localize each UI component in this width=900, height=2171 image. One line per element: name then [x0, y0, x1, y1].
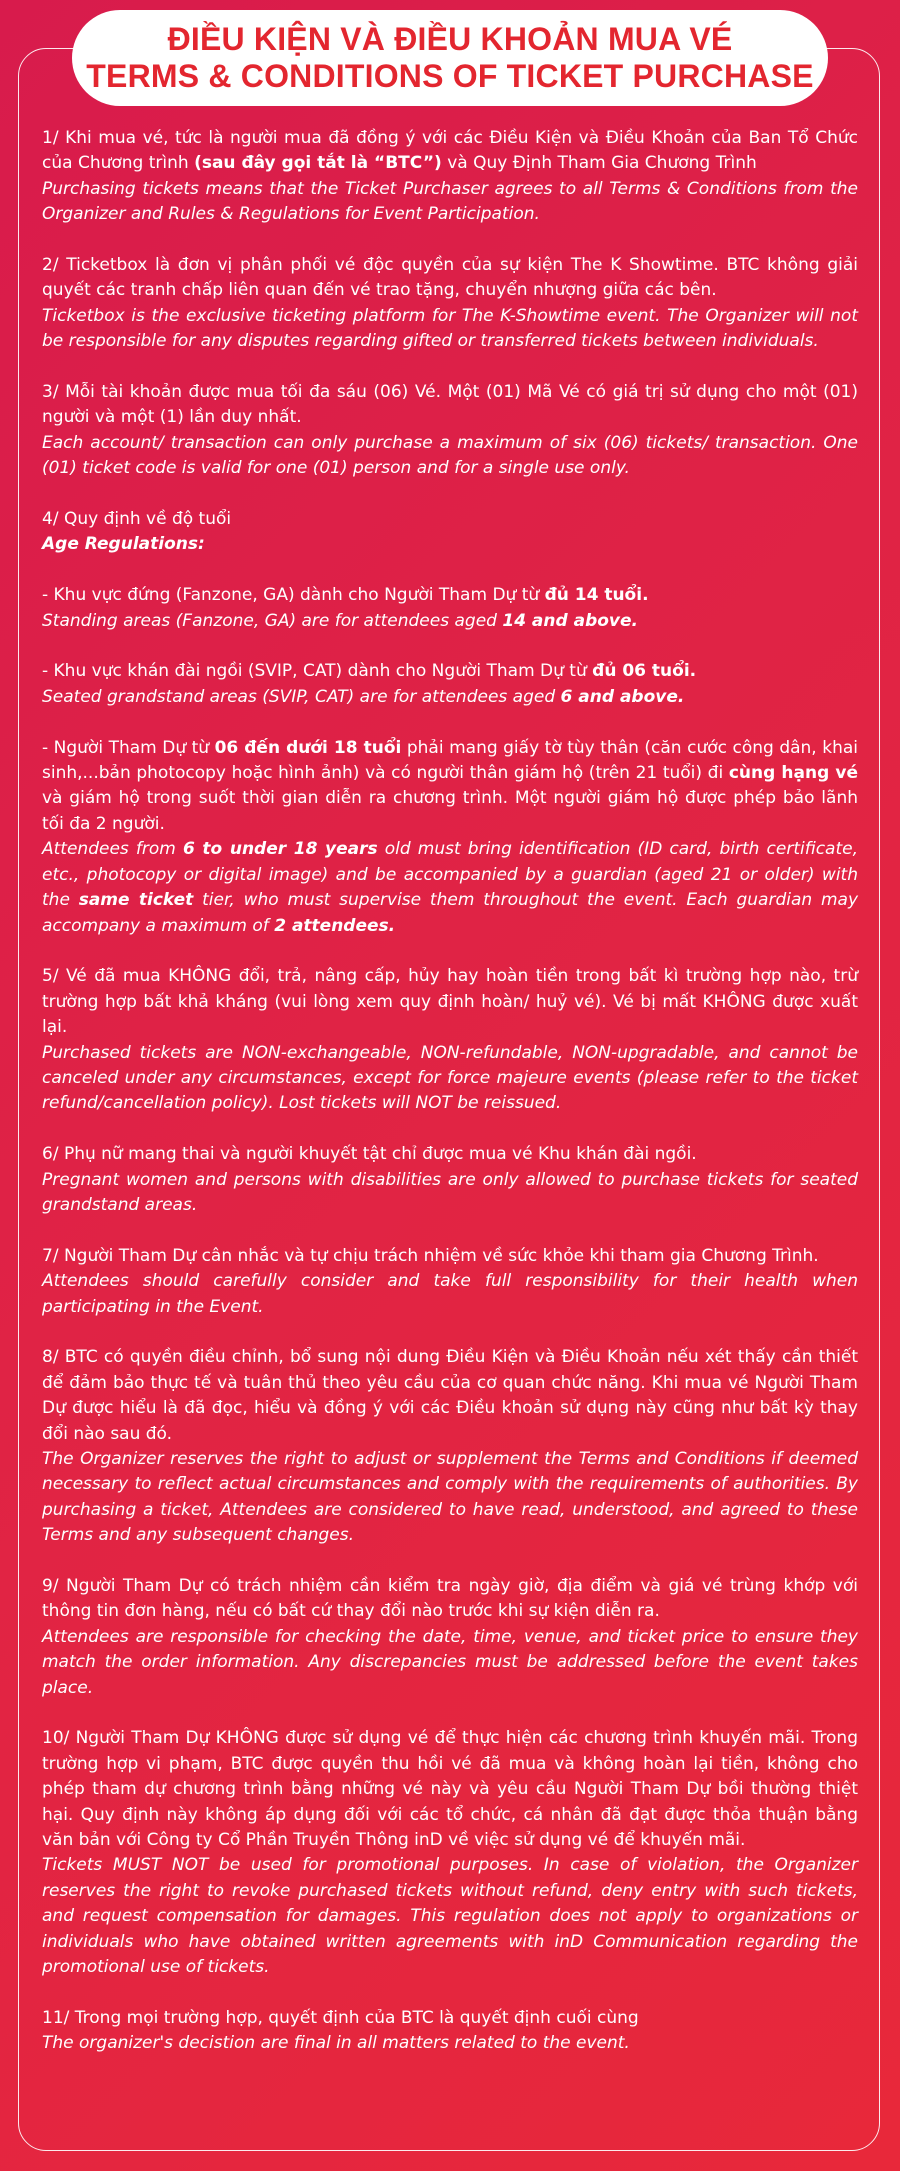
term-4c-en-bold-2: same ticket	[78, 890, 194, 911]
term-4c-en-text-3: tier, who must supervise them throughout the event. Each guardian may accompany a maximum of	[42, 890, 859, 936]
term-4a-vi-bold: đủ 14 tuổi.	[544, 585, 649, 606]
term-7-en: Attendees should carefully consider and take full responsibility for their health when participating in the Event.	[42, 1271, 858, 1317]
title-english: TERMS & CONDITIONS OF TICKET PURCHASE	[86, 58, 814, 94]
title-banner	[72, 10, 828, 106]
term-4c-vi-bold-1: 06 đến dưới 18 tuổi	[214, 737, 402, 758]
term-5-en: Purchased tickets are NON-exchangeable, NON-refundable, NON-upgradable, and cannot be canceled under any circumstances, except for force majeure events (please refer to the ticket refund/cancellation policy). Lost tickets will NOT be reissued.	[42, 1042, 858, 1114]
term-3-en: Each account/ transaction can only purchase a maximum of six (06) tickets/ transaction. One (01) ticket code is valid for one (01) person and for a single use only.	[42, 432, 858, 479]
term-4c-en-bold-1: 6 to under 18 years	[182, 839, 378, 860]
term-5-vi: 5/ Vé đã mua KHÔNG đổi, trả, nâng cấp, hủy hay hoàn tiền trong bất kì trường hợp nào, trừ trường hợp bất khả kháng (vui lòng xem quy định hoàn/ huỷ vé). Vé bị mất KHÔNG được xuất lại.	[42, 966, 858, 1038]
term-11-vi: 11/ Trong mọi trường hợp, quyết định của BTC là quyết định cuối cùng	[42, 2007, 639, 2028]
term-11	[42, 2006, 858, 2057]
term-4c-en-text-1: Attendees from	[42, 839, 183, 860]
term-4c-vi-bold-2: cùng hạng vé	[728, 763, 859, 784]
term-4a-vi	[42, 583, 858, 608]
term-10-en: Tickets MUST NOT be used for promotional purposes. In case of violation, the Organizer reserves the right to revoke purchased tickets without refund, deny entry with such tickets, and request compensation for damages. This regulation does not apply to organizations or individuals who have obtained written agreements with inD Communication regarding the promotional use of tickets.	[42, 1855, 858, 1978]
term-5	[42, 964, 858, 1116]
term-4c-vi-text-3: và giám hộ trong suốt thời gian diễn ra chương trình. Một người giám hộ được phép bảo lãnh tối đa 2 người.	[42, 788, 858, 834]
term-4c-en-text-2: old must bring identification (ID card, birth certificate, etc., photocopy or digital image) and be accompanied by a guardian (aged 21 or older) with the	[42, 839, 858, 911]
term-4c-en	[42, 837, 858, 939]
term-9-en: Attendees are responsible for checking the date, time, venue, and ticket price to ensure they match the order information. Any discrepancies must be addressed before the event takes place.	[42, 1626, 858, 1698]
term-4-vi: 4/ Quy định về độ tuổi	[42, 509, 232, 530]
term-6-vi: 6/ Phụ nữ mang thai và người khuyết tật chỉ được mua vé Khu khán đài ngồi.	[42, 1144, 697, 1165]
term-4	[42, 507, 858, 558]
term-4a-en	[42, 609, 858, 634]
term-1-vi-bold: (sau đây gọi tắt là “BTC”)	[194, 153, 442, 174]
term-4b-vi	[42, 659, 858, 684]
term-2-vi: 2/ Ticketbox là đơn vị phân phối vé độc quyền của sự kiện The K Showtime. BTC không giải quyết các tranh chấp liên quan đến vé trao tặng, chuyển nhượng giữa các bên.	[42, 255, 858, 301]
term-4c-vi-text-2: phải mang giấy tờ tùy thân (căn cước công dân, khai sinh,...bản photocopy hoặc hình ảnh) và có người thân giám hộ (trên 21 tuổi) đi	[42, 737, 858, 784]
title-vietnamese: ĐIỀU KIỆN VÀ ĐIỀU KHOẢN MUA VÉ	[167, 21, 733, 57]
term-1-vi	[42, 126, 858, 177]
term-4c-en-bold-3: 2 attendees.	[274, 915, 396, 936]
term-8	[42, 1345, 858, 1548]
terms-content	[42, 126, 858, 2082]
term-4a-en-text: Standing areas (Fanzone, GA) are for attendees aged	[42, 610, 503, 631]
term-8-vi: 8/ BTC có quyền điều chỉnh, bổ sung nội dung Điều Kiện và Điều Khoản nếu xét thấy cần thiết để đảm bảo thực tế và tuân thủ theo yêu cầu của cơ quan chức năng. Khi mua vé Người Tham Dự được hiểu là đã đọc, hiểu và đồng ý với các Điều khoản sử dụng này cũng như bất kỳ thay đổi nào sau đó.	[42, 1347, 858, 1444]
term-7-vi: 7/ Người Tham Dự cân nhắc và tự chịu trách nhiệm về sức khỏe khi tham gia Chương Trình.	[42, 1245, 819, 1266]
term-1-en: Purchasing tickets means that the Ticket Purchaser agrees to all Terms & Conditions from the Organizer and Rules & Regulations for Event Participation.	[42, 178, 858, 225]
term-2-en: Ticketbox is the exclusive ticketing platform for The K-Showtime event. The Organizer will not be responsible for any disputes regarding gifted or transferred tickets between individuals.	[42, 305, 858, 352]
term-4b-en-text: Seated grandstand areas (SVIP, CAT) are for attendees aged	[42, 686, 561, 707]
term-9	[42, 1574, 858, 1701]
term-1	[42, 126, 858, 228]
term-10-vi: 10/ Người Tham Dự KHÔNG được sử dụng vé để thực hiện các chương trình khuyến mãi. Trong trường hợp vi phạm, BTC được quyền thu hồi vé đã mua và không hoàn lại tiền, không cho phép tham dự chương trình bằng những vé này và yêu cầu Người Tham Dự bồi thường thiệt hại. Quy định này không áp dụng đối với các tổ chức, cá nhân đã đạt được thỏa thuận bằng văn bản với Công ty Cổ Phần Truyền Thông inD về việc sử dụng vé để khuyến mãi.	[42, 1728, 858, 1851]
term-3-vi: 3/ Mỗi tài khoản được mua tối đa sáu (06) Vé. Một (01) Mã Vé có giá trị sử dụng cho một (01) người và một (1) lần duy nhất.	[42, 382, 858, 428]
term-4b-vi-bold: đủ 06 tuổi.	[592, 661, 697, 682]
term-4a	[42, 583, 858, 634]
term-1-vi-text-end: và Quy Định Tham Gia Chương Trình	[441, 153, 757, 174]
term-9-vi: 9/ Người Tham Dự có trách nhiệm cần kiểm tra ngày giờ, địa điểm và giá vé trùng khớp với thông tin đơn hàng, nếu có bất cứ thay đổi nào trước khi sự kiện diễn ra.	[42, 1575, 858, 1622]
term-4b-vi-text: - Khu vực khán đài ngồi (SVIP, CAT) dành cho Người Tham Dự từ	[42, 661, 593, 682]
term-8-en: The Organizer reserves the right to adjust or supplement the Terms and Conditions if deemed necessary to reflect actual circumstances and comply with the requirements of authorities. By purchasing a ticket, Attendees are considered to have read, understood, and agreed to these Terms and any subsequent changes.	[42, 1448, 858, 1546]
term-1-vi-text: 1/ Khi mua vé, tức là người mua đã đồng ý với các Điều Kiện và Điều Khoản của Ban Tổ Chức của Chương trình	[42, 128, 858, 174]
term-7	[42, 1244, 858, 1320]
term-4c-vi-text-1: - Người Tham Dự từ	[42, 737, 215, 758]
term-3	[42, 380, 858, 482]
term-6	[42, 1142, 858, 1218]
term-6-en: Pregnant women and persons with disabilities are only allowed to purchase tickets for seated grandstand areas.	[42, 1169, 858, 1215]
term-4c	[42, 736, 858, 939]
term-10	[42, 1726, 858, 1980]
term-4a-en-bold: 14 and above.	[502, 610, 638, 631]
term-4b-en-bold: 6 and above.	[560, 686, 685, 707]
term-4b-en	[42, 685, 858, 710]
term-2	[42, 253, 858, 355]
term-4c-vi	[42, 736, 858, 838]
term-11-en: The organizer's decistion are final in all matters related to the event.	[42, 2033, 630, 2054]
term-4a-vi-text: - Khu vực đứng (Fanzone, GA) dành cho Người Tham Dự từ	[42, 585, 545, 606]
term-4b	[42, 659, 858, 710]
term-4-en: Age Regulations:	[42, 534, 205, 555]
